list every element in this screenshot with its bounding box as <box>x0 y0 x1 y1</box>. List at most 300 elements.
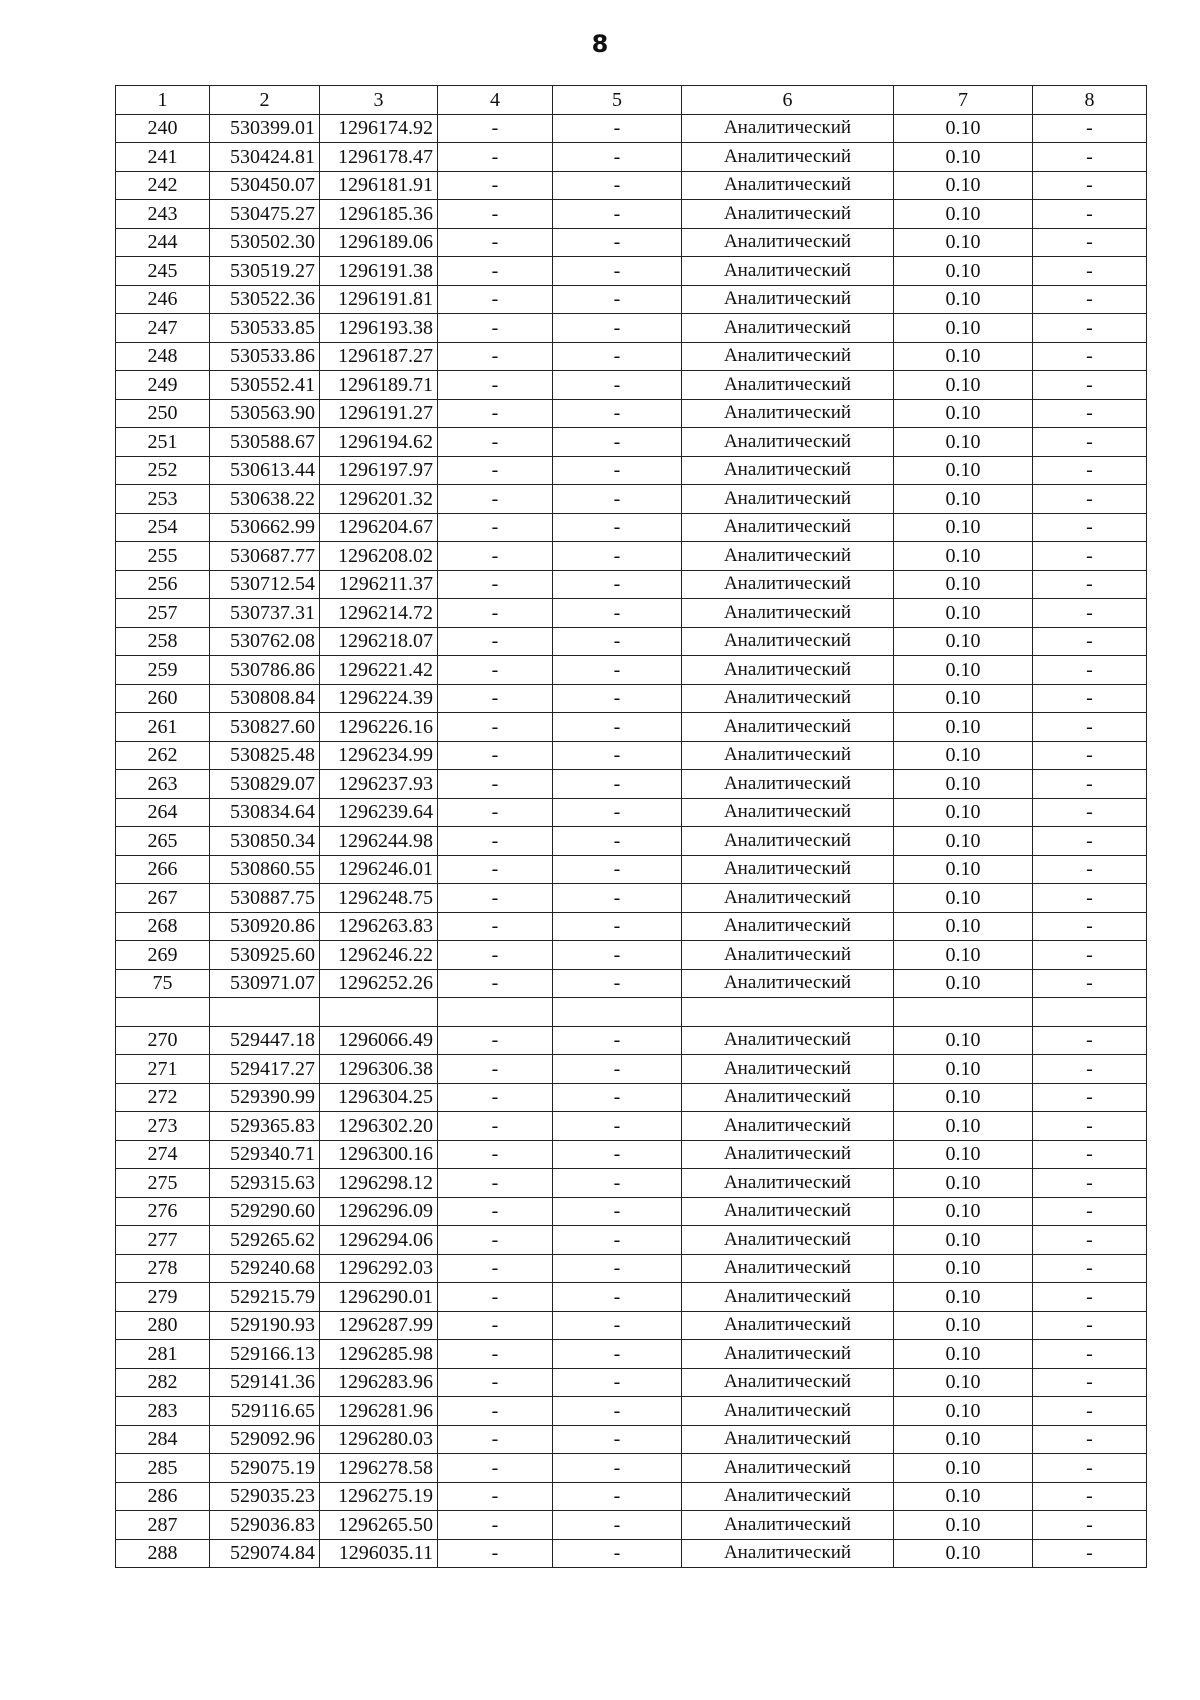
cell-coord-y: 1296281.96 <box>320 1397 438 1426</box>
header-col-6: 6 <box>682 86 894 115</box>
cell-col-5: - <box>553 627 682 656</box>
cell-col-5: - <box>553 1140 682 1169</box>
cell-col-8: - <box>1033 969 1147 998</box>
cell-method: Аналитический <box>682 599 894 628</box>
cell-accuracy: 0.10 <box>894 1482 1033 1511</box>
cell-col-8: - <box>1033 428 1147 457</box>
cell-point-number <box>116 998 210 1027</box>
cell-coord-x: 529265.62 <box>210 1226 320 1255</box>
cell-coord-y: 1296204.67 <box>320 513 438 542</box>
cell-col-4: - <box>438 941 553 970</box>
cell-coord-x: 529417.27 <box>210 1055 320 1084</box>
cell-coord-x: 529036.83 <box>210 1511 320 1540</box>
cell-col-5: - <box>553 1283 682 1312</box>
cell-col-4: - <box>438 428 553 457</box>
cell-col-5: - <box>553 171 682 200</box>
cell-method: Аналитический <box>682 1112 894 1141</box>
table-row <box>116 314 1147 343</box>
cell-col-5: - <box>553 884 682 913</box>
cell-coord-x: 529290.60 <box>210 1197 320 1226</box>
table-row <box>116 1539 1147 1568</box>
cell-accuracy: 0.10 <box>894 741 1033 770</box>
cell-accuracy: 0.10 <box>894 941 1033 970</box>
cell-coord-x: 530762.08 <box>210 627 320 656</box>
cell-col-4: - <box>438 1539 553 1568</box>
cell-coord-x: 530552.41 <box>210 371 320 400</box>
cell-coord-x: 530834.64 <box>210 798 320 827</box>
cell-coord-y: 1296234.99 <box>320 741 438 770</box>
cell-coord-y: 1296283.96 <box>320 1368 438 1397</box>
cell-col-5: - <box>553 371 682 400</box>
cell-coord-y: 1296187.27 <box>320 342 438 371</box>
cell-accuracy: 0.10 <box>894 428 1033 457</box>
cell-method: Аналитический <box>682 285 894 314</box>
cell-col-4: - <box>438 741 553 770</box>
cell-col-4: - <box>438 1397 553 1426</box>
cell-coord-x: 530887.75 <box>210 884 320 913</box>
cell-method: Аналитический <box>682 485 894 514</box>
cell-col-8: - <box>1033 798 1147 827</box>
cell-coord-x: 530450.07 <box>210 171 320 200</box>
cell-col-8: - <box>1033 713 1147 742</box>
cell-accuracy: 0.10 <box>894 770 1033 799</box>
cell-coord-y: 1296294.06 <box>320 1226 438 1255</box>
cell-coord-x: 529092.96 <box>210 1425 320 1454</box>
cell-point-number: 247 <box>116 314 210 343</box>
cell-col-5: - <box>553 342 682 371</box>
table-row <box>116 1112 1147 1141</box>
cell-point-number: 286 <box>116 1482 210 1511</box>
cell-col-4: - <box>438 399 553 428</box>
cell-col-4: - <box>438 912 553 941</box>
cell-point-number: 283 <box>116 1397 210 1426</box>
cell-point-number: 287 <box>116 1511 210 1540</box>
cell-col-8: - <box>1033 1083 1147 1112</box>
cell-coord-y <box>320 998 438 1027</box>
cell-col-5: - <box>553 969 682 998</box>
cell-method: Аналитический <box>682 656 894 685</box>
cell-coord-y: 1296197.97 <box>320 456 438 485</box>
cell-coord-y: 1296178.47 <box>320 143 438 172</box>
cell-point-number: 245 <box>116 257 210 286</box>
cell-col-8: - <box>1033 143 1147 172</box>
cell-coord-x: 530827.60 <box>210 713 320 742</box>
cell-col-8: - <box>1033 855 1147 884</box>
cell-point-number: 271 <box>116 1055 210 1084</box>
cell-accuracy: 0.10 <box>894 1140 1033 1169</box>
cell-point-number: 253 <box>116 485 210 514</box>
table-row <box>116 827 1147 856</box>
table-row <box>116 1026 1147 1055</box>
cell-point-number: 240 <box>116 114 210 143</box>
cell-col-8: - <box>1033 1482 1147 1511</box>
cell-col-5: - <box>553 1425 682 1454</box>
cell-coord-x: 530920.86 <box>210 912 320 941</box>
header-col-4: 4 <box>438 86 553 115</box>
cell-col-5: - <box>553 855 682 884</box>
cell-method <box>682 998 894 1027</box>
cell-point-number: 259 <box>116 656 210 685</box>
cell-col-8: - <box>1033 257 1147 286</box>
table-row <box>116 1083 1147 1112</box>
cell-coord-x: 530475.27 <box>210 200 320 229</box>
cell-coord-y: 1296275.19 <box>320 1482 438 1511</box>
cell-col-4: - <box>438 684 553 713</box>
cell-accuracy: 0.10 <box>894 570 1033 599</box>
cell-accuracy: 0.10 <box>894 371 1033 400</box>
cell-coord-x: 530533.85 <box>210 314 320 343</box>
cell-coord-x: 529390.99 <box>210 1083 320 1112</box>
cell-accuracy: 0.10 <box>894 1112 1033 1141</box>
table-row <box>116 485 1147 514</box>
cell-method: Аналитический <box>682 1397 894 1426</box>
cell-col-8: - <box>1033 1169 1147 1198</box>
table-row <box>116 684 1147 713</box>
cell-col-4: - <box>438 1226 553 1255</box>
cell-point-number: 267 <box>116 884 210 913</box>
cell-col-8: - <box>1033 1311 1147 1340</box>
cell-point-number: 261 <box>116 713 210 742</box>
cell-accuracy: 0.10 <box>894 1454 1033 1483</box>
table-row <box>116 171 1147 200</box>
cell-col-4: - <box>438 855 553 884</box>
cell-coord-y: 1296290.01 <box>320 1283 438 1312</box>
cell-coord-y: 1296278.58 <box>320 1454 438 1483</box>
cell-accuracy: 0.10 <box>894 855 1033 884</box>
header-col-5: 5 <box>553 86 682 115</box>
cell-coord-y: 1296280.03 <box>320 1425 438 1454</box>
cell-col-4: - <box>438 1083 553 1112</box>
cell-coord-x: 529240.68 <box>210 1254 320 1283</box>
cell-coord-x: 530829.07 <box>210 770 320 799</box>
cell-col-8: - <box>1033 228 1147 257</box>
cell-col-5: - <box>553 1454 682 1483</box>
cell-col-4: - <box>438 1026 553 1055</box>
cell-point-number: 246 <box>116 285 210 314</box>
cell-coord-y: 1296189.06 <box>320 228 438 257</box>
cell-coord-y: 1296263.83 <box>320 912 438 941</box>
cell-accuracy: 0.10 <box>894 342 1033 371</box>
cell-col-4: - <box>438 143 553 172</box>
table-row <box>116 371 1147 400</box>
cell-col-4: - <box>438 114 553 143</box>
cell-col-8: - <box>1033 1026 1147 1055</box>
cell-accuracy: 0.10 <box>894 1283 1033 1312</box>
cell-method: Аналитический <box>682 1226 894 1255</box>
cell-col-4: - <box>438 285 553 314</box>
cell-col-4: - <box>438 1454 553 1483</box>
cell-col-8: - <box>1033 485 1147 514</box>
cell-col-8 <box>1033 998 1147 1027</box>
cell-col-5: - <box>553 1197 682 1226</box>
cell-method: Аналитический <box>682 314 894 343</box>
cell-point-number: 265 <box>116 827 210 856</box>
cell-coord-y: 1296191.27 <box>320 399 438 428</box>
cell-col-5: - <box>553 570 682 599</box>
cell-col-4: - <box>438 228 553 257</box>
table-row <box>116 542 1147 571</box>
cell-col-5: - <box>553 1226 682 1255</box>
cell-col-8: - <box>1033 884 1147 913</box>
cell-coord-x: 530588.67 <box>210 428 320 457</box>
cell-point-number: 272 <box>116 1083 210 1112</box>
cell-point-number: 273 <box>116 1112 210 1141</box>
cell-method: Аналитический <box>682 1539 894 1568</box>
cell-point-number: 275 <box>116 1169 210 1198</box>
cell-coord-x: 529340.71 <box>210 1140 320 1169</box>
table-row <box>116 1226 1147 1255</box>
cell-accuracy: 0.10 <box>894 257 1033 286</box>
table-row <box>116 428 1147 457</box>
cell-coord-y: 1296239.64 <box>320 798 438 827</box>
table-row <box>116 1425 1147 1454</box>
cell-col-5: - <box>553 314 682 343</box>
cell-method: Аналитический <box>682 684 894 713</box>
cell-method: Аналитический <box>682 827 894 856</box>
cell-accuracy: 0.10 <box>894 171 1033 200</box>
cell-coord-x: 529116.65 <box>210 1397 320 1426</box>
cell-col-8: - <box>1033 770 1147 799</box>
cell-col-8: - <box>1033 285 1147 314</box>
cell-point-number: 241 <box>116 143 210 172</box>
cell-accuracy: 0.10 <box>894 1055 1033 1084</box>
cell-accuracy: 0.10 <box>894 684 1033 713</box>
cell-col-4: - <box>438 171 553 200</box>
cell-col-5: - <box>553 1254 682 1283</box>
cell-col-8: - <box>1033 171 1147 200</box>
cell-col-4: - <box>438 599 553 628</box>
cell-col-4: - <box>438 513 553 542</box>
cell-coord-x: 530825.48 <box>210 741 320 770</box>
table-row <box>116 143 1147 172</box>
cell-accuracy: 0.10 <box>894 456 1033 485</box>
cell-accuracy: 0.10 <box>894 656 1033 685</box>
cell-point-number: 285 <box>116 1454 210 1483</box>
cell-coord-y: 1296224.39 <box>320 684 438 713</box>
cell-coord-y: 1296265.50 <box>320 1511 438 1540</box>
cell-col-4: - <box>438 1197 553 1226</box>
cell-col-8: - <box>1033 1254 1147 1283</box>
cell-col-8: - <box>1033 912 1147 941</box>
cell-col-8: - <box>1033 1340 1147 1369</box>
table-row <box>116 855 1147 884</box>
cell-col-5: - <box>553 114 682 143</box>
cell-coord-y: 1296218.07 <box>320 627 438 656</box>
cell-col-4: - <box>438 1055 553 1084</box>
cell-coord-y: 1296304.25 <box>320 1083 438 1112</box>
cell-col-4: - <box>438 257 553 286</box>
cell-accuracy: 0.10 <box>894 143 1033 172</box>
cell-accuracy: 0.10 <box>894 798 1033 827</box>
cell-col-5: - <box>553 798 682 827</box>
cell-col-4: - <box>438 1482 553 1511</box>
table-row <box>116 456 1147 485</box>
cell-col-4: - <box>438 1169 553 1198</box>
cell-point-number: 242 <box>116 171 210 200</box>
cell-accuracy: 0.10 <box>894 827 1033 856</box>
cell-coord-x: 530860.55 <box>210 855 320 884</box>
cell-coord-y: 1296285.98 <box>320 1340 438 1369</box>
cell-point-number: 284 <box>116 1425 210 1454</box>
cell-col-8: - <box>1033 1112 1147 1141</box>
cell-method: Аналитический <box>682 713 894 742</box>
cell-coord-x: 529215.79 <box>210 1283 320 1312</box>
cell-accuracy: 0.10 <box>894 1197 1033 1226</box>
cell-coord-y: 1296174.92 <box>320 114 438 143</box>
cell-coord-y: 1296066.49 <box>320 1026 438 1055</box>
cell-col-8: - <box>1033 1140 1147 1169</box>
cell-col-5: - <box>553 428 682 457</box>
cell-point-number: 277 <box>116 1226 210 1255</box>
cell-col-5: - <box>553 1482 682 1511</box>
cell-method: Аналитический <box>682 228 894 257</box>
cell-coord-y: 1296194.62 <box>320 428 438 457</box>
cell-col-5: - <box>553 285 682 314</box>
cell-accuracy: 0.10 <box>894 1511 1033 1540</box>
cell-col-5: - <box>553 770 682 799</box>
cell-method: Аналитический <box>682 570 894 599</box>
cell-col-4: - <box>438 570 553 599</box>
cell-col-8: - <box>1033 542 1147 571</box>
cell-point-number: 255 <box>116 542 210 571</box>
cell-col-8: - <box>1033 371 1147 400</box>
cell-point-number: 243 <box>116 200 210 229</box>
cell-coord-x: 530737.31 <box>210 599 320 628</box>
cell-accuracy: 0.10 <box>894 969 1033 998</box>
cell-coord-x: 529447.18 <box>210 1026 320 1055</box>
cell-coord-x: 530662.99 <box>210 513 320 542</box>
table-row <box>116 656 1147 685</box>
cell-col-4: - <box>438 1140 553 1169</box>
cell-col-5: - <box>553 713 682 742</box>
cell-coord-x: 530638.22 <box>210 485 320 514</box>
cell-col-5: - <box>553 399 682 428</box>
cell-col-8: - <box>1033 1055 1147 1084</box>
table-row <box>116 257 1147 286</box>
cell-col-5: - <box>553 1539 682 1568</box>
cell-coord-y: 1296246.22 <box>320 941 438 970</box>
cell-accuracy: 0.10 <box>894 1425 1033 1454</box>
header-col-3: 3 <box>320 86 438 115</box>
cell-coord-x: 529035.23 <box>210 1482 320 1511</box>
cell-method: Аналитический <box>682 1425 894 1454</box>
cell-col-8: - <box>1033 314 1147 343</box>
cell-col-4: - <box>438 1340 553 1369</box>
cell-point-number: 257 <box>116 599 210 628</box>
cell-col-4: - <box>438 627 553 656</box>
cell-accuracy: 0.10 <box>894 1226 1033 1255</box>
table-row <box>116 570 1147 599</box>
cell-accuracy: 0.10 <box>894 1311 1033 1340</box>
cell-col-4: - <box>438 713 553 742</box>
cell-method: Аналитический <box>682 770 894 799</box>
cell-col-8: - <box>1033 342 1147 371</box>
cell-method: Аналитический <box>682 399 894 428</box>
cell-col-4: - <box>438 827 553 856</box>
cell-method: Аналитический <box>682 1511 894 1540</box>
cell-accuracy: 0.10 <box>894 1254 1033 1283</box>
cell-col-4: - <box>438 542 553 571</box>
table-row <box>116 912 1147 941</box>
cell-point-number: 254 <box>116 513 210 542</box>
cell-col-4: - <box>438 456 553 485</box>
cell-col-4: - <box>438 969 553 998</box>
cell-coord-x: 530850.34 <box>210 827 320 856</box>
cell-col-4: - <box>438 1311 553 1340</box>
cell-col-5: - <box>553 456 682 485</box>
cell-col-8: - <box>1033 827 1147 856</box>
cell-accuracy: 0.10 <box>894 599 1033 628</box>
header-col-1: 1 <box>116 86 210 115</box>
table-row <box>116 399 1147 428</box>
cell-coord-y: 1296185.36 <box>320 200 438 229</box>
cell-col-8: - <box>1033 599 1147 628</box>
cell-coord-x: 530808.84 <box>210 684 320 713</box>
table-row <box>116 1397 1147 1426</box>
cell-col-5: - <box>553 542 682 571</box>
table-row <box>116 1283 1147 1312</box>
cell-coord-x: 529315.63 <box>210 1169 320 1198</box>
cell-col-5: - <box>553 257 682 286</box>
cell-point-number: 248 <box>116 342 210 371</box>
table-row <box>116 342 1147 371</box>
cell-method: Аналитический <box>682 456 894 485</box>
cell-col-5: - <box>553 741 682 770</box>
cell-col-8: - <box>1033 200 1147 229</box>
cell-col-5: - <box>553 1083 682 1112</box>
cell-col-4: - <box>438 314 553 343</box>
cell-point-number: 280 <box>116 1311 210 1340</box>
cell-method: Аналитический <box>682 342 894 371</box>
cell-coord-y: 1296292.03 <box>320 1254 438 1283</box>
cell-method: Аналитический <box>682 941 894 970</box>
cell-coord-y: 1296300.16 <box>320 1140 438 1169</box>
cell-accuracy: 0.10 <box>894 627 1033 656</box>
table-row <box>116 741 1147 770</box>
cell-accuracy: 0.10 <box>894 1026 1033 1055</box>
cell-accuracy: 0.10 <box>894 513 1033 542</box>
table-row <box>116 1511 1147 1540</box>
cell-col-5: - <box>553 1026 682 1055</box>
table-row <box>116 114 1147 143</box>
cell-col-4: - <box>438 342 553 371</box>
table-row <box>116 1197 1147 1226</box>
cell-method: Аналитический <box>682 1254 894 1283</box>
cell-col-5: - <box>553 1169 682 1198</box>
cell-coord-y: 1296201.32 <box>320 485 438 514</box>
table-row <box>116 713 1147 742</box>
cell-point-number: 268 <box>116 912 210 941</box>
table-row <box>116 1340 1147 1369</box>
cell-accuracy: 0.10 <box>894 713 1033 742</box>
cell-col-5: - <box>553 941 682 970</box>
table-row <box>116 599 1147 628</box>
cell-coord-y: 1296193.38 <box>320 314 438 343</box>
cell-col-8: - <box>1033 1454 1147 1483</box>
cell-col-8: - <box>1033 627 1147 656</box>
cell-col-5: - <box>553 656 682 685</box>
cell-col-8: - <box>1033 1511 1147 1540</box>
cell-col-8: - <box>1033 513 1147 542</box>
table-row <box>116 627 1147 656</box>
cell-point-number: 274 <box>116 1140 210 1169</box>
cell-coord-x: 530971.07 <box>210 969 320 998</box>
cell-method: Аналитический <box>682 1083 894 1112</box>
cell-col-4: - <box>438 798 553 827</box>
cell-method: Аналитический <box>682 257 894 286</box>
cell-col-8: - <box>1033 1539 1147 1568</box>
cell-coord-x: 530502.30 <box>210 228 320 257</box>
